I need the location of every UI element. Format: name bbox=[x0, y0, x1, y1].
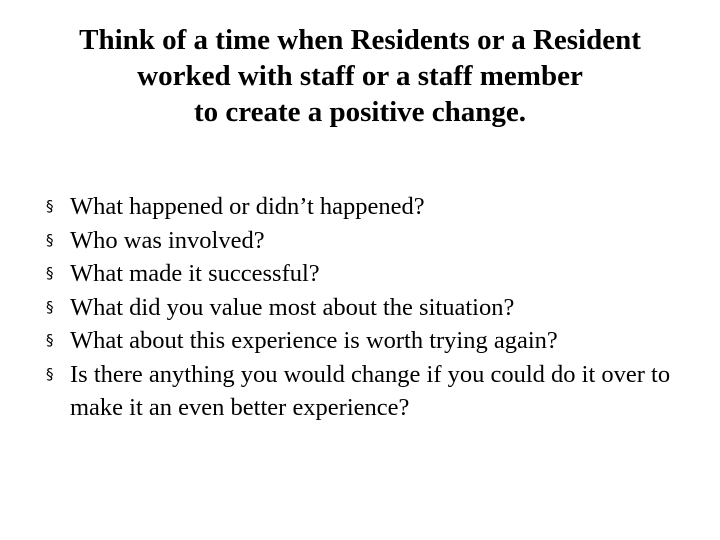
slide-title bbox=[30, 22, 690, 130]
bullet-marker-icon: § bbox=[46, 230, 54, 249]
bullet-text: What did you value most about the situation? bbox=[70, 293, 515, 321]
bullet-item-would-change bbox=[46, 358, 696, 425]
bullet-marker-icon: § bbox=[46, 331, 54, 349]
bullet-text: Who was involved? bbox=[70, 226, 265, 254]
bullet-item-value-most bbox=[46, 291, 696, 325]
bullet-text: What about this experience is worth trying again? bbox=[70, 327, 558, 354]
bullet-text: Is there anything you would change if you could do it over to make it an even better experience? bbox=[70, 360, 671, 421]
bullet-marker-icon: § bbox=[46, 364, 54, 383]
bullet-text: What made it successful? bbox=[70, 260, 320, 287]
bullet-list bbox=[46, 190, 696, 425]
bullet-item-worth-trying bbox=[46, 324, 696, 358]
bullet-item-what-happened bbox=[46, 190, 696, 224]
title-line-2: worked with staff or a staff member bbox=[137, 60, 583, 92]
title-line-3: to create a positive change. bbox=[193, 96, 527, 128]
title-line-1: Think of a time when Residents or a Resident bbox=[79, 24, 641, 56]
bullet-marker-icon: § bbox=[46, 297, 54, 316]
bullet-marker-icon: § bbox=[46, 264, 54, 282]
bullet-text: What happened or didn’t happened? bbox=[70, 193, 425, 220]
bullet-item-what-successful bbox=[46, 257, 696, 291]
bullet-item-who-involved bbox=[46, 224, 696, 258]
bullet-marker-icon: § bbox=[46, 197, 54, 215]
